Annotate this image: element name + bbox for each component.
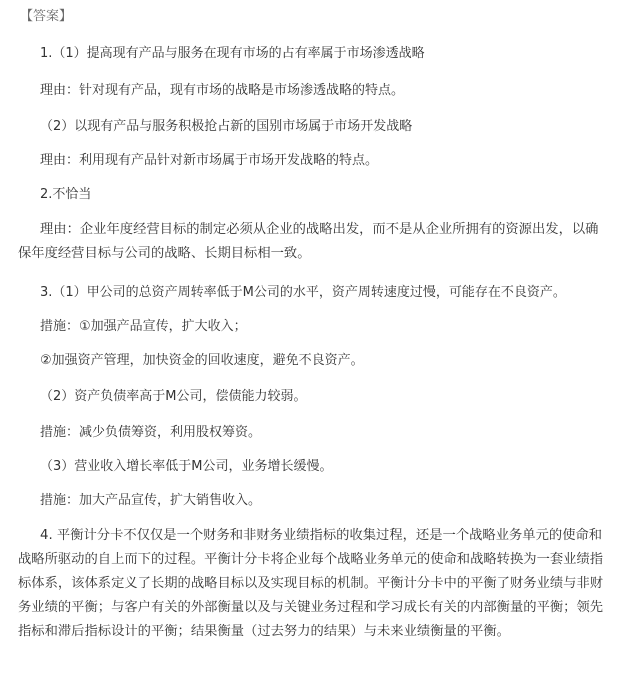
q3-measure2: 措施：减少负债筹资，利用股权筹资。	[40, 425, 262, 440]
answer-header: 【答案】	[20, 9, 73, 24]
q3-item3: （3）营业收入增长率低于M公司，业务增长缓慢。	[40, 459, 333, 474]
q3-measure3: 措施：加大产品宣传，扩大销售收入。	[40, 493, 262, 508]
q1-item2: （2）以现有产品与服务积极抢占新的国别市场属于市场开发战略	[40, 119, 413, 134]
q3-measure1a: 措施：①加强产品宣传，扩大收入；	[40, 319, 247, 334]
q3-item2: （2）资产负债率高于M公司，偿债能力较弱。	[40, 389, 307, 404]
q1-reason2: 理由：利用现有产品针对新市场属于市场开发战略的特点。	[40, 153, 379, 168]
q2-reason: 理由：企业年度经营目标的制定必须从企业的战略出发，而不是从企业所拥有的资源出发，以确保年度经营目标与公司的战略、长期目标相一致。	[18, 222, 599, 261]
q2-item: 2.不恰当	[40, 187, 92, 202]
q1-reason1: 理由：针对现有产品，现有市场的战略是市场渗透战略的特点。	[40, 83, 405, 98]
q3-measure1b: ②加强资产管理，加快资金的回收速度，避免不良资产。	[40, 353, 364, 368]
q4-text: 4. 平衡计分卡不仅仅是一个财务和非财务业绩指标的收集过程，还是一个战略业务单元的使命和战略所驱动的自上而下的过程。平衡计分卡将企业每个战略业务单元的使命和战略转换为一套业绩指标体系，该体系定义了长期的战略目标以及实现目标的机制。平衡计分卡中的平衡了财务业绩与非财务业绩的平衡；与客户有关的外部衡量以及与关键业务过程和学习成长有关的内部衡量的平衡；领先指标和滞后指标设计的平衡；结果衡量（过去努力的结果）与未来业绩衡量的平衡。	[18, 528, 604, 639]
q3-item1: 3.（1）甲公司的总资产周转率低于M公司的水平，资产周转速度过慢，可能存在不良资产。	[40, 285, 566, 300]
q1-item1: 1.（1）提高现有产品与服务在现有市场的占有率属于市场渗透战略	[40, 46, 425, 61]
